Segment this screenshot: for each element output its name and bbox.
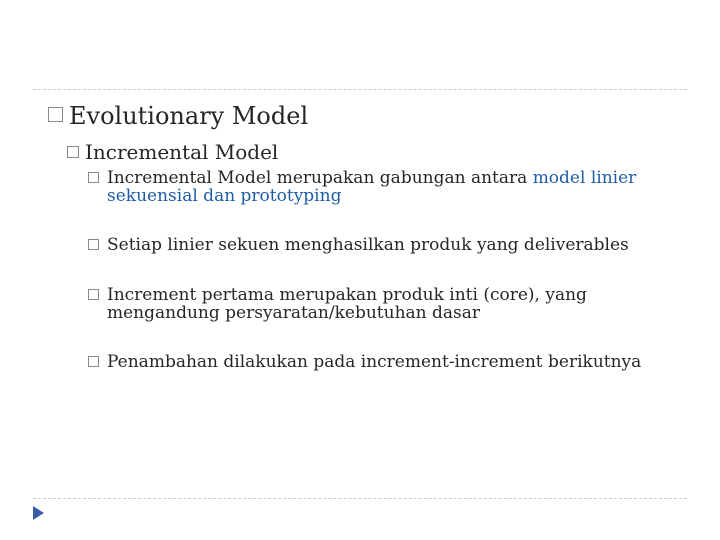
slide-subtitle	[67, 138, 278, 166]
bullet-text-plain: Incremental Model merupakan gabungan antara	[107, 168, 533, 188]
bullet-item	[88, 286, 648, 322]
bullet-item	[88, 353, 648, 371]
bullet-text-highlight: model linier sekuensial dan prototyping	[107, 168, 637, 206]
title-text: Evolutionary Model	[69, 102, 309, 130]
subtitle-text: Incremental Model	[85, 140, 279, 164]
slide-title	[48, 100, 308, 132]
bullet-item	[88, 169, 648, 205]
next-slide-arrow-icon[interactable]	[33, 506, 44, 520]
top-divider	[33, 89, 687, 90]
bullet-text	[88, 169, 648, 205]
square-bullet-icon	[67, 146, 79, 158]
square-bullet-icon	[88, 356, 99, 367]
bullet-text: Increment pertama merupakan produk inti (core), yang mengandung persyaratan/kebutuhan dasar	[107, 285, 587, 323]
bullet-text: Penambahan dilakukan pada increment-increment berikutnya	[107, 352, 642, 372]
bullet-text: Setiap linier sekuen menghasilkan produk yang deliverables	[107, 235, 629, 255]
bottom-divider	[33, 498, 687, 499]
square-bullet-icon	[88, 172, 99, 183]
bullet-item	[88, 236, 648, 254]
square-bullet-icon	[48, 107, 63, 122]
square-bullet-icon	[88, 289, 99, 300]
square-bullet-icon	[88, 239, 99, 250]
